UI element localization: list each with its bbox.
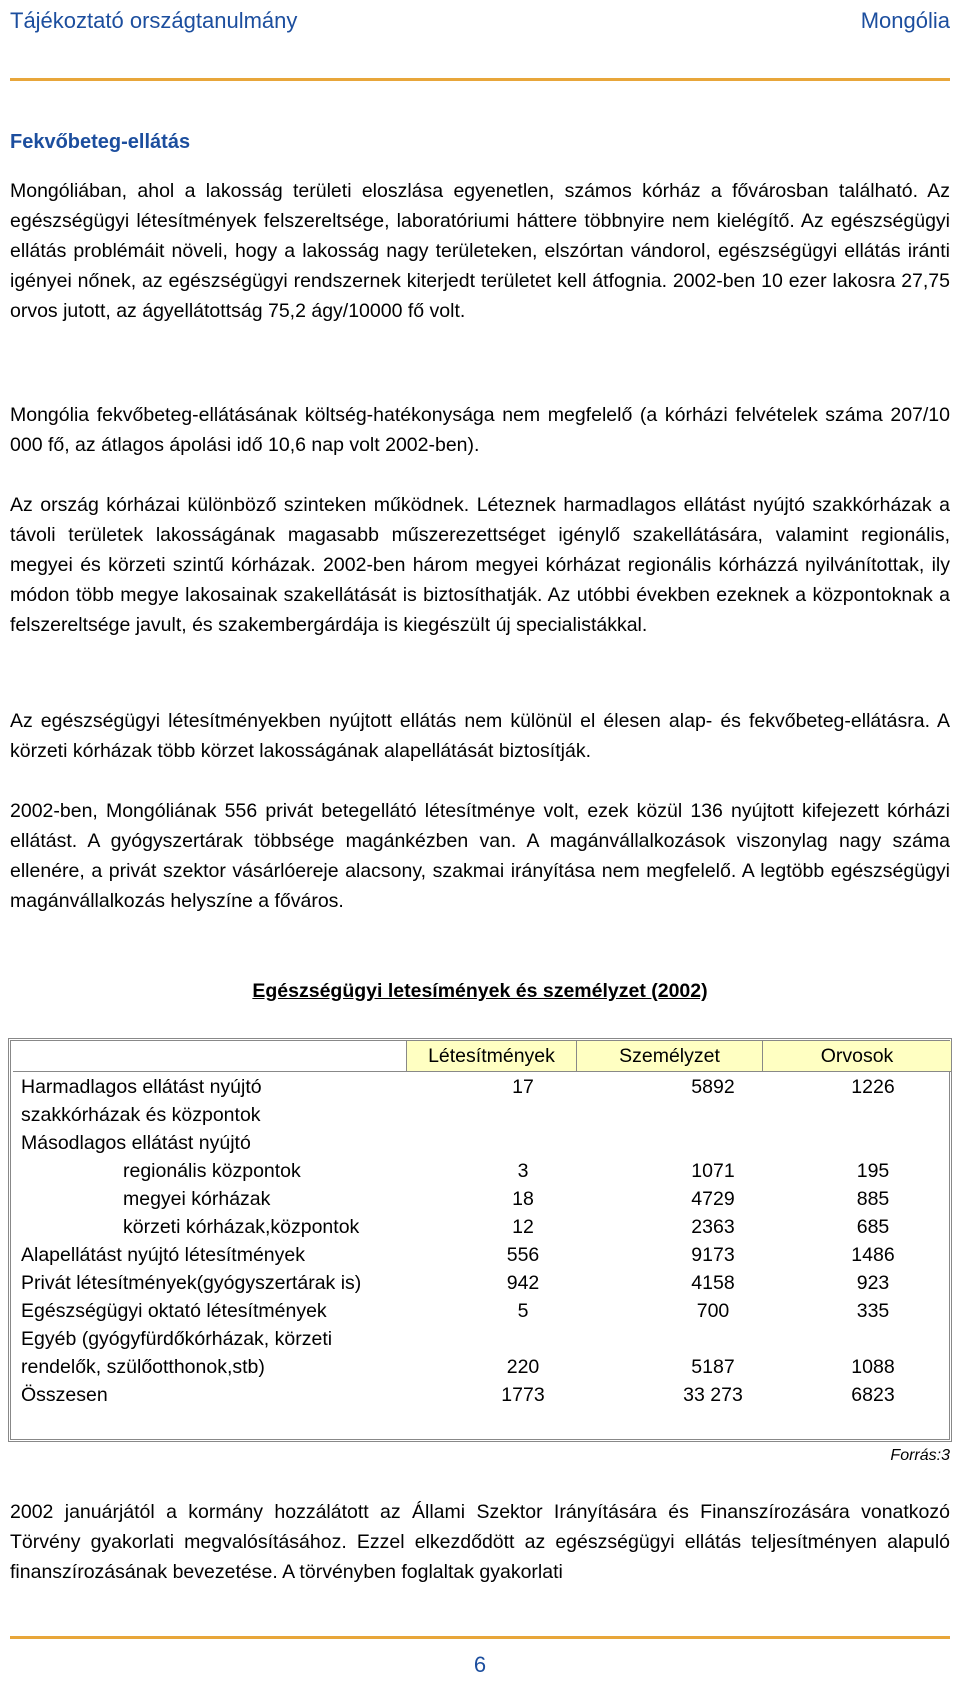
- table-row: [13, 1324, 951, 1354]
- paragraph-2: Mongólia fekvőbeteg-ellátásának költség-hatékonysága nem megfelelő (a kórházi felvételek száma 207/10 000 fő, az átlagos ápolási idő 10,6 nap volt 2002-ben).: [10, 404, 950, 456]
- row-label: szakkórházak és központok: [21, 1104, 261, 1126]
- staff-value: [628, 1324, 798, 1354]
- page-number: 6: [473, 1652, 487, 1677]
- facilities-value: 556: [506, 1244, 540, 1266]
- paragraph-6: 2002 januárjától a kormány hozzálátott az Állami Szektor Irányítására és Finanszírozására vonatkozó Törvény gyakorlati megvalósításához. Ezzel elkezdődött az egészségügyi ellátás teljesítményen alapuló finanszírozásának bevezetése. A törvényben foglaltak gyakorlati: [10, 1501, 950, 1583]
- facilities-value: 220: [506, 1356, 540, 1378]
- table-title: Egészségügyi letesímények és személyzet (2002): [252, 980, 708, 1002]
- doctors-value: 1088: [851, 1356, 895, 1378]
- staff-value: [628, 1100, 798, 1130]
- footer-divider: [10, 1636, 950, 1639]
- staff-value: 4158: [691, 1272, 735, 1294]
- staff-value: 5892: [691, 1076, 735, 1098]
- facilities-value: 18: [512, 1188, 534, 1210]
- paragraph-5: 2002-ben, Mongóliának 556 privát betegellátó létesítménye volt, ezek közül 136 nyújtott kifejezett kórházi ellátást. A gyógyszertárak többsége magánkézben van. A magánvállalkozások viszonylag nagy száma ellenére, a privát szektor vásárlóereje alacsony, szakmai irányítása nem megfelelő. A legtöbb egészségügyi magánvállalkozás helyszíne a főváros.: [10, 800, 950, 912]
- doctors-value: [803, 1128, 943, 1158]
- facilities-value: [438, 1324, 608, 1354]
- table-row: [13, 1296, 951, 1326]
- doctors-value: 195: [856, 1160, 890, 1182]
- table-row: [13, 1184, 951, 1214]
- table-row: [13, 1128, 951, 1158]
- doctors-value: 1486: [851, 1244, 895, 1266]
- facilities-value: [438, 1128, 608, 1158]
- table-source: Forrás:3: [890, 1447, 950, 1464]
- page-header: [10, 0, 950, 40]
- paragraph-3: Az ország kórházai különböző szinteken működnek. Léteznek harmadlagos ellátást nyújtó szakkórházak a távoli területek lakosságának magasabb műszerezettséget igénylő szakellátására, valamint regionális, megyei és körzeti szintű kórházak. 2002-ben három megyei kórházat regionális kórházzá nyilvánítottak, ily módon több megye lakosainak szakellátását is biztosíthatják. Az utóbbi években ezeknek a központoknak a felszereltsége javult, és szakembergárdája is kiegészült új specialistákkal.: [10, 494, 950, 636]
- row-label: Privát létesítmények(gyógyszertárak is): [21, 1272, 362, 1294]
- doctors-value: 885: [856, 1188, 890, 1210]
- facilities-table: [8, 1038, 952, 1442]
- row-label: körzeti kórházak,központok: [123, 1216, 360, 1238]
- staff-value: 1071: [691, 1160, 735, 1182]
- row-label: Alapellátást nyújtó létesítmények: [21, 1244, 305, 1266]
- row-label: Egészségügyi oktató létesítmények: [21, 1300, 327, 1322]
- header-divider: [10, 78, 950, 81]
- doctors-value: 923: [856, 1272, 890, 1294]
- row-label: regionális központok: [123, 1160, 301, 1182]
- facilities-value: 17: [512, 1076, 534, 1098]
- table-row: [13, 1212, 951, 1242]
- table-row: [13, 1156, 951, 1186]
- row-label: Egyéb (gyógyfürdőkórházak, körzeti: [21, 1328, 333, 1350]
- table-row: [13, 1240, 951, 1270]
- table-row: [13, 1072, 951, 1102]
- row-label: Másodlagos ellátást nyújtó: [21, 1132, 251, 1154]
- staff-value: 2363: [691, 1216, 735, 1238]
- doctors-value: [803, 1100, 943, 1130]
- column-header-staff: Személyzet: [576, 1041, 762, 1071]
- section-heading: Fekvőbeteg-ellátás: [10, 131, 191, 153]
- paragraph-1: Mongóliában, ahol a lakosság területi eloszlása egyenetlen, számos kórház a fővárosban található. Az egészségügyi létesítmények felszereltsége, laboratóriumi háttere többnyire nem kielégítő. Az egészségügyi ellátás problémáit növeli, hogy a lakosság nagy területeken, elszórtan vándorol, egészségügyi ellátás iránti igényei nőnek, az egészségügyi rendszernek kiterjedt területet kell átfognia. 2002-ben 10 ezer lakosra 27,75 orvos jutott, az ágyellátottság 75,2 ágy/10000 fő volt.: [10, 180, 950, 322]
- facilities-value: 942: [506, 1272, 540, 1294]
- row-label: Összesen: [21, 1384, 108, 1406]
- staff-value: 9173: [691, 1244, 735, 1266]
- staff-value: 700: [696, 1300, 730, 1322]
- table-row: [13, 1100, 951, 1130]
- row-label: rendelők, szülőotthonok,stb): [21, 1356, 265, 1378]
- doctors-value: [803, 1324, 943, 1354]
- facilities-value: 5: [517, 1300, 529, 1322]
- country-title: Mongólia: [860, 8, 950, 33]
- staff-value: [628, 1128, 798, 1158]
- staff-value: 5187: [691, 1356, 735, 1378]
- table-row: [13, 1268, 951, 1298]
- column-header-facilities: Létesítmények: [406, 1041, 576, 1071]
- staff-value: 4729: [691, 1188, 735, 1210]
- doctors-value: 335: [856, 1300, 890, 1322]
- doctors-value: 1226: [851, 1076, 895, 1098]
- doctors-value: 6823: [851, 1384, 895, 1406]
- facilities-value: [438, 1100, 608, 1130]
- column-header-doctors: Orvosok: [762, 1041, 951, 1071]
- table-header-row: [13, 1041, 951, 1072]
- paragraph-4: Az egészségügyi létesítményekben nyújtott ellátás nem különül el élesen alap- és fekvőbeteg-ellátásra. A körzeti kórházak több körzet lakosságának alapellátását biztosítják.: [10, 710, 950, 762]
- row-label: megyei kórházak: [123, 1188, 271, 1210]
- table-row: [13, 1380, 951, 1410]
- doctors-value: 685: [856, 1216, 890, 1238]
- row-label: Harmadlagos ellátást nyújtó: [21, 1076, 262, 1098]
- document-title: Tájékoztató országtanulmány: [10, 8, 298, 33]
- facilities-value: 3: [517, 1160, 529, 1182]
- staff-value: 33 273: [683, 1384, 743, 1406]
- facilities-value: 12: [512, 1216, 534, 1238]
- table-row: [13, 1352, 951, 1382]
- facilities-value: 1773: [501, 1384, 545, 1406]
